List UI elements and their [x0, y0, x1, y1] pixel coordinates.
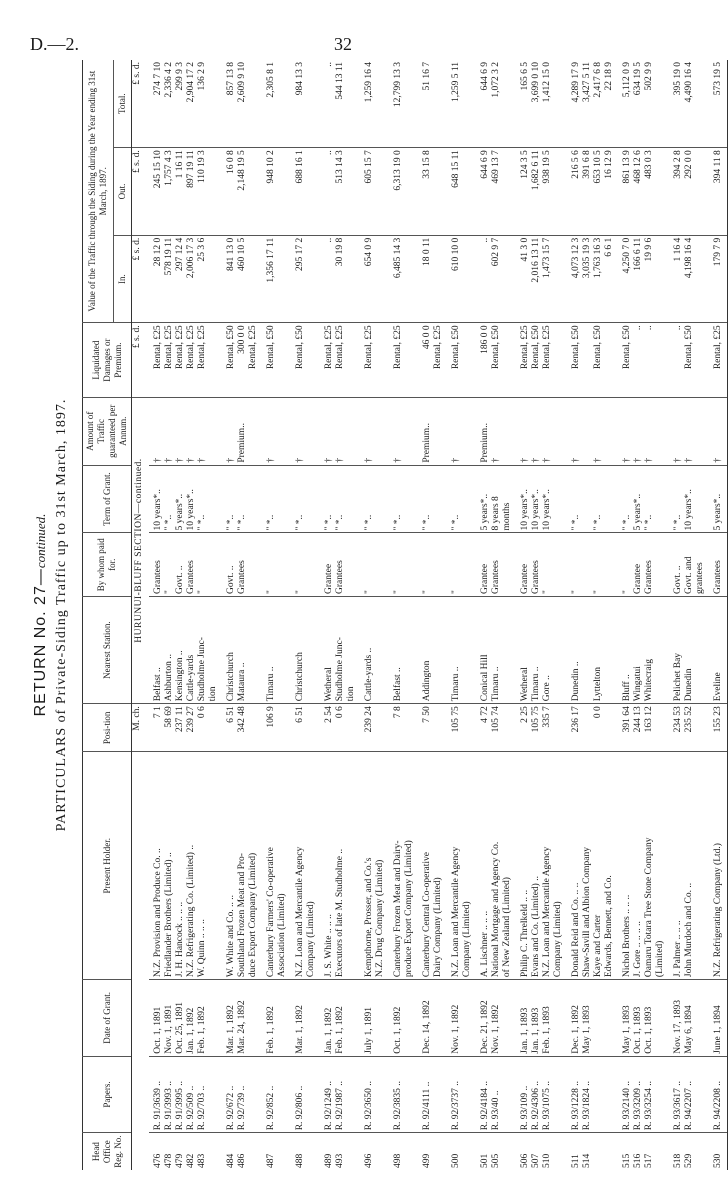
cell-damages: Rental, £50: [291, 323, 320, 397]
cell-present-holder: Donald Reid and Co. .. .. Shaw-Savill and Albion Company Kaye and Carter Edwards, Bennett, and Co.: [567, 752, 618, 980]
cell-position: 105 75: [447, 704, 476, 752]
cell-nearest-station: Wetheral Studholme Junc- tion: [320, 596, 360, 703]
cell-traffic-total: 573 19 5: [709, 60, 728, 148]
cell-papers: R. 92/3737 ..: [447, 1056, 476, 1133]
col-paid-by: By whom paid for.: [83, 533, 132, 596]
cell-papers: R. 92/806 ..: [291, 1056, 320, 1133]
cell-damages: Rental, £25 Rental, £25 Rental, £25 Rental, £25 Rental, £25: [149, 323, 222, 397]
cell-traffic-out: 394 11 8: [709, 148, 728, 236]
table-row: [516, 60, 567, 1170]
cell-present-holder: A. Lischner .. .. .. National Mortgage and Agency Co. of New Zealand (Limited): [476, 752, 516, 980]
cell-traffic-total: 1,259 5 11: [451, 62, 461, 103]
cell-traffic-total: 274 7 10 2,336 4 2 299 9 3 2,904 17 2 136 2 9: [153, 62, 207, 103]
col-holder: Present Holder.: [83, 752, 132, 980]
cell-traffic-in: 41 3 0 2,016 13 11 1,473 15 7: [516, 235, 567, 323]
cell-traffic-in: 4,250 7 0 166 6 11 19 9 6: [618, 235, 669, 323]
cell-traffic-out: 16 0 8 2,148 19 5: [222, 148, 262, 236]
cell-position: 2 25 105 75 335 7: [516, 704, 567, 752]
cell-traffic-out: 648 15 11: [447, 148, 476, 236]
cell-grant-date: Nov. 1, 1892: [447, 980, 476, 1057]
cell-position: 236 17 0 0: [567, 704, 618, 752]
unit-in: £ s. d.: [132, 235, 150, 323]
cell-paid-by: ": [447, 533, 476, 596]
col-traffic-guaranteed: Amount of Traffic guaranteed per Annum.: [83, 397, 132, 465]
cell-traffic-out: 6,313 19 0: [389, 148, 418, 236]
cell-paid-by: Govt. .. Grantees: [222, 533, 262, 596]
unit-total: £ s. d.: [132, 62, 142, 85]
table-row: [291, 60, 320, 1170]
cell-present-holder: J. S. White .. .. .. Executors of late M. Studholme ..: [320, 752, 360, 980]
cell-damages: 46 0 0 Rental, £25: [418, 323, 447, 397]
cell-traffic-total: 1,259 16 4: [364, 62, 374, 103]
cell-reg-no: 476 478 479 482 483: [149, 1133, 222, 1170]
cell-present-holder: Kempthorne, Prosser, and Co.'s N.Z. Drug Company (Limited): [360, 752, 389, 980]
cell-damages: Rental, £50: [262, 323, 291, 397]
cell-damages: Rental, £25: [709, 323, 728, 397]
cell-damages: Rental, £50 .. ..: [618, 323, 669, 397]
page-number: 32: [334, 34, 352, 54]
particulars-title: PARTICULARS of Private-Siding Traffic up to 31st March, 1897.: [54, 398, 69, 832]
table-row: [669, 60, 709, 1170]
cell-papers: R. 93/2140 .. R. 93/3209 .. R. 93/3254 ..: [618, 1056, 669, 1133]
cell-present-holder: N.Z. Loan and Mercantile Agency Company (Limited): [447, 752, 476, 980]
cell-traffic-guaranteed: †: [360, 397, 389, 465]
cell-traffic-guaranteed: †: [709, 397, 728, 465]
cell-traffic-in: 1,356 17 11: [262, 235, 291, 323]
cell-traffic-guaranteed: † † † † †: [149, 397, 222, 465]
cell-traffic-in: 654 0 9: [360, 235, 389, 323]
cell-papers: R. 93/1228 .. R. 93/1824 ..: [567, 1056, 618, 1133]
cell-traffic-total: 395 19 0 4,490 16 4: [673, 62, 694, 103]
unit-out: £ s. d.: [132, 148, 150, 236]
cell-traffic-out: 861 13 9 468 12 6 483 0 3: [618, 148, 669, 236]
col-papers: Papers.: [83, 1056, 132, 1133]
cell-grant-date: Dec. 21, 1892 Nov. 1, 1892: [476, 980, 516, 1057]
cell-paid-by: Govt. .. Govt. and grantees: [669, 533, 709, 596]
cell-papers: R. 92/3835 ..: [389, 1056, 418, 1133]
cell-reg-no: 518 529: [669, 1133, 709, 1170]
cell-papers: R. 93/3617 .. R. 94/2207 ..: [669, 1056, 709, 1133]
table-row: [618, 60, 669, 1170]
cell-paid-by: " Grantee Grantees: [618, 533, 669, 596]
cell-grant-date: Mar. 1, 1892 Mar. 24, 1892: [222, 980, 262, 1057]
cell-present-holder: N.Z. Refrigerating Company (Ltd.): [709, 752, 728, 980]
cell-traffic-in: 610 10 0: [447, 235, 476, 323]
cell-damages: Rental, £50 300 0 0 Rental, £25: [222, 323, 262, 397]
cell-position: 4 72 105 74: [476, 704, 516, 752]
cell-term: " *.. " *..: [567, 465, 618, 533]
cell-traffic-out: 605 15 7: [360, 148, 389, 236]
unit-position: M. ch.: [132, 704, 150, 752]
cell-nearest-station: Timaru ..: [262, 596, 291, 703]
cell-term: " *.. " *..: [222, 465, 262, 533]
cell-reg-no: 484 486: [222, 1133, 262, 1170]
cell-position: 2 54 0 6: [320, 704, 360, 752]
cell-term: " *..: [262, 465, 291, 533]
cell-position: 239 24: [360, 704, 389, 752]
cell-present-holder: Canterbury Farmers' Co-operative Association (Limited): [262, 752, 291, 980]
cell-traffic-guaranteed: † † †: [618, 397, 669, 465]
cell-papers: R. 94/2208 ..: [709, 1056, 728, 1133]
table-row: [476, 60, 516, 1170]
cell-present-holder: N.Z. Loan and Mercantile Agency Company (Limited): [291, 752, 320, 980]
cell-reg-no: 500: [447, 1133, 476, 1170]
cell-traffic-guaranteed: †: [291, 397, 320, 465]
cell-traffic-in: 18 0 11: [418, 235, 447, 323]
cell-traffic-in: 179 7 9: [709, 235, 728, 323]
cell-grant-date: May 1, 1893 Oct. 1, 1893 Oct. 1, 1893: [618, 980, 669, 1057]
cell-paid-by: Grantees: [709, 533, 728, 596]
cell-damages: .. Rental, £50: [669, 323, 709, 397]
cell-term: " *.. " *..: [320, 465, 360, 533]
cell-damages: 186 0 0 Rental, £50: [476, 323, 516, 397]
cell-paid-by: ": [418, 533, 447, 596]
cell-reg-no: 530: [709, 1133, 728, 1170]
cell-traffic-out: .. 513 14 3: [320, 148, 360, 236]
cell-nearest-station: Christchurch: [291, 596, 320, 703]
cell-grant-date: Feb. 1, 1892: [262, 980, 291, 1057]
cell-traffic-out: 124 3 5 1,682 6 11 938 19 5: [516, 148, 567, 236]
cell-reg-no: 487: [262, 1133, 291, 1170]
table-row: [389, 60, 418, 1170]
col-damages: Liquidated Damages or Premium.: [83, 323, 132, 397]
cell-reg-no: 499: [418, 1133, 447, 1170]
col-out: Out.: [113, 148, 131, 236]
cell-nearest-station: Christchurch Mataura ..: [222, 596, 262, 703]
table-row: [149, 60, 222, 1170]
cell-traffic-guaranteed: † Premium..: [222, 397, 262, 465]
cell-present-holder: N.Z. Provision and Produce Co. .. Friedlander Brothers (Limited) .. J. H. Hancock .. .. .. N.Z. Refrigerating Co. (Limited) .. W. Quinn .. .. ..: [149, 752, 222, 980]
cell-traffic-guaranteed: †: [389, 397, 418, 465]
cell-position: 7 8: [389, 704, 418, 752]
cell-traffic-guaranteed: Premium..: [418, 397, 447, 465]
cell-paid-by: ": [262, 533, 291, 596]
cell-papers: R. 92/1249 .. R. 92/1987 ..: [320, 1056, 360, 1133]
cell-paid-by: " ": [567, 533, 618, 596]
cell-nearest-station: Dunedin .. Lyttelton: [567, 596, 618, 703]
cell-present-holder: Nichol Brothers .. .. .. J. Gore .. .. .. .. Oamaru Totara Tree Stone Company (Limited): [618, 752, 669, 980]
cell-damages: Rental, £25: [360, 323, 389, 397]
cell-papers: R. 92/852 ..: [262, 1056, 291, 1133]
cell-grant-date: Jan. 1, 1893 Jan. 1, 1893 Feb. 1, 1893: [516, 980, 567, 1057]
cell-paid-by: ": [389, 533, 418, 596]
section-heading: HURUNUI-BLUFF SECTION—continued.: [132, 397, 150, 703]
cell-position: 7 50: [418, 704, 447, 752]
cell-traffic-guaranteed: † †: [320, 397, 360, 465]
cell-present-holder: Philip C. Threlkeld .. .. Evans and Co. (Limited) .. N.Z. Loan and Mercantile Agency Company (Limited): [516, 752, 567, 980]
cell-traffic-total: 857 13 8 2,609 9 10: [226, 62, 247, 103]
page-reference: D.—2.: [30, 34, 79, 54]
cell-present-holder: Canterbury Frozen Meat and Dairy- produce Export Company (Limited): [389, 752, 418, 980]
cell-nearest-station: Timaru ..: [447, 596, 476, 703]
cell-present-holder: Canterbury Central Co-operative Dairy Company (Limited): [418, 752, 447, 980]
cell-grant-date: Oct. 1, 1891 Nov. 1, 1891 Oct. 25, 1891 Jan. 1, 1892 Feb. 1, 1892: [149, 980, 222, 1057]
cell-damages: Rental, £25 Rental, £25: [320, 323, 360, 397]
cell-position: 7 1 58 69 237 11 239 27 0 6: [149, 704, 222, 752]
cell-reg-no: 488: [291, 1133, 320, 1170]
cell-traffic-in: 1 16 4 4,198 16 4: [669, 235, 709, 323]
col-date: Date of Grant.: [83, 980, 132, 1057]
cell-term: 10 years*.. 10 years*.. 10 years*..: [516, 465, 567, 533]
cell-damages: Rental, £50: [447, 323, 476, 397]
cell-traffic-guaranteed: † †: [669, 397, 709, 465]
cell-papers: R. 93/109 .. R. 92/4306 .. R. 93/1075 ..: [516, 1056, 567, 1133]
cell-traffic-out: 688 16 1: [291, 148, 320, 236]
cell-traffic-out: 948 10 2: [262, 148, 291, 236]
cell-traffic-total: 51 16 7: [422, 62, 432, 91]
cell-traffic-out: 644 6 9 469 13 7: [476, 148, 516, 236]
col-term: Term of Grant.: [83, 465, 132, 533]
cell-traffic-in: .. 602 9 7: [476, 235, 516, 323]
cell-traffic-guaranteed: Premium.. †: [476, 397, 516, 465]
cell-grant-date: Mar. 1, 1892: [291, 980, 320, 1057]
cell-traffic-in: .. 30 19 8: [320, 235, 360, 323]
cell-nearest-station: Conical Hill Timaru ..: [476, 596, 516, 703]
cell-papers: R. 92/4111 ..: [418, 1056, 447, 1133]
private-siding-table: [82, 60, 728, 1170]
cell-term: 10 years*.. " *.. 5 years*.. 10 years*.. " *..: [149, 465, 222, 533]
cell-traffic-out: 394 2 8 292 0 0: [669, 148, 709, 236]
cell-nearest-station: Pelichet Bay Dunedin: [669, 596, 709, 703]
cell-traffic-out: 216 5 6 391 6 8 653 10 5 16 12 9: [567, 148, 618, 236]
col-position: Posi-tion: [83, 704, 132, 752]
cell-grant-date: Jan. 1, 1892 Feb. 1, 1892: [320, 980, 360, 1057]
cell-reg-no: 515 516 517: [618, 1133, 669, 1170]
cell-traffic-total: 984 13 3: [295, 62, 305, 96]
cell-traffic-total: .. 544 13 11: [324, 62, 345, 100]
table-row: [567, 60, 618, 1170]
cell-term: 5 years*.. 8 years 8 months: [476, 465, 516, 533]
cell-paid-by: ": [360, 533, 389, 596]
cell-paid-by: Grantee Grantees ": [516, 533, 567, 596]
col-head-office: Head Office Reg. No.: [83, 1133, 132, 1170]
cell-nearest-station: Addington: [418, 596, 447, 703]
table-row: [222, 60, 262, 1170]
cell-reg-no: 496: [360, 1133, 389, 1170]
cell-traffic-total: 4,289 17 9 3,427 5 11 2,417 6 8 22 18 9: [571, 62, 614, 103]
cell-term: " *..: [360, 465, 389, 533]
cell-traffic-total: 644 6 9 1,072 3 2: [480, 62, 501, 98]
cell-traffic-out: 245 15 10 1,757 4 3 1 16 11 897 19 11 110 19 3: [149, 148, 222, 236]
cell-nearest-station: Cattle-yards ..: [360, 596, 389, 703]
cell-nearest-station: Eveline: [709, 596, 728, 703]
cell-reg-no: 506 507 510: [516, 1133, 567, 1170]
cell-papers: R. 92/672 .. R. 92/739 ..: [222, 1056, 262, 1133]
cell-position: 106 9: [262, 704, 291, 752]
cell-traffic-in: 28 12 0 578 19 11 297 12 4 2,006 17 3 25 3 6: [149, 235, 222, 323]
table-row: [320, 60, 360, 1170]
table-row: [709, 60, 728, 1170]
cell-traffic-in: 6,485 14 3: [389, 235, 418, 323]
cell-present-holder: W. White and Co. .. .. Southland Frozen Meat and Pro- duce Export Company (Limited): [222, 752, 262, 980]
cell-paid-by: Grantee Grantees: [320, 533, 360, 596]
cell-reg-no: 511 514: [567, 1133, 618, 1170]
cell-reg-no: 498: [389, 1133, 418, 1170]
col-total: Total.: [113, 60, 131, 148]
cell-traffic-guaranteed: † † †: [516, 397, 567, 465]
cell-traffic-out: 33 15 8: [418, 148, 447, 236]
cell-term: " *.. 10 years*..: [669, 465, 709, 533]
cell-nearest-station: Belfast ..: [389, 596, 418, 703]
cell-nearest-station: Wetheral Timaru .. Gore ..: [516, 596, 567, 703]
cell-damages: Rental, £25: [389, 323, 418, 397]
return-title: [32, 60, 50, 1170]
cell-papers: R. 92/4184 .. R. 93/40 ..: [476, 1056, 516, 1133]
col-traffic-value: Value of the Traffic through the Siding during the Year ending 31st March, 1897.: [83, 60, 114, 323]
cell-nearest-station: Bluff .. Wingatui Whitecraig: [618, 596, 669, 703]
cell-position: 234 53 235 52: [669, 704, 709, 752]
cell-traffic-in: 295 17 2: [291, 235, 320, 323]
cell-traffic-guaranteed: †: [262, 397, 291, 465]
cell-damages: Rental, £25 Rental, £50 Rental, £25: [516, 323, 567, 397]
cell-traffic-guaranteed: †: [447, 397, 476, 465]
unit-damages: £ s. d.: [132, 323, 150, 397]
table-row: [447, 60, 476, 1170]
cell-traffic-in: 841 13 0 460 10 5: [222, 235, 262, 323]
cell-traffic-total: 165 6 5 3,699 0 10 1,412 15 0: [520, 62, 552, 103]
cell-grant-date: Dec. 14, 1892: [418, 980, 447, 1057]
cell-grant-date: Dec. 1, 1892 May 1, 1893: [567, 980, 618, 1057]
cell-term: " *..: [447, 465, 476, 533]
cell-traffic-total: 2,305 8 1: [266, 62, 276, 98]
return-continued: continued.: [33, 513, 48, 569]
cell-traffic-guaranteed: † †: [567, 397, 618, 465]
cell-traffic-total: 5,112 0 9 634 19 5 502 9 9: [622, 62, 654, 98]
cell-reg-no: 489 493: [320, 1133, 360, 1170]
cell-papers: R. 91/3639 .. R. 91/3993 .. R. 91/3995 .. R. 92/509 .. R. 92/703 ..: [149, 1056, 222, 1133]
cell-grant-date: Oct. 1, 1892: [389, 980, 418, 1057]
cell-traffic-in: 4,073 12 3 3,035 19 3 1,763 16 3 6 6 1: [567, 235, 618, 323]
cell-term: " *..: [389, 465, 418, 533]
cell-position: 6 51: [291, 704, 320, 752]
cell-position: 155 23: [709, 704, 728, 752]
cell-term: 5 years*..: [709, 465, 728, 533]
cell-grant-date: June 1, 1894: [709, 980, 728, 1057]
cell-paid-by: ": [291, 533, 320, 596]
cell-damages: Rental, £50 Rental, £50: [567, 323, 618, 397]
cell-reg-no: 501 505: [476, 1133, 516, 1170]
col-station: Nearest Station.: [83, 596, 132, 703]
col-in: In.: [113, 235, 131, 323]
table-row: [418, 60, 447, 1170]
cell-nearest-station: Belfast .. Ashburton .. Kensington .. Cattle-yards Studholme Junc- tion: [149, 596, 222, 703]
return-number: RETURN No. 27—: [32, 568, 49, 717]
cell-grant-date: Nov. 17, 1893 May 6, 1894: [669, 980, 709, 1057]
cell-grant-date: July 1, 1891: [360, 980, 389, 1057]
cell-position: 6 51 342 48: [222, 704, 262, 752]
cell-papers: R. 92/3650 ..: [360, 1056, 389, 1133]
table-row: [360, 60, 389, 1170]
cell-term: " *..: [418, 465, 447, 533]
cell-paid-by: Grantees " Govt. .. Grantees ": [149, 533, 222, 596]
cell-term: " *..: [291, 465, 320, 533]
cell-present-holder: J. Palmer .. .. .. John Murdoch and Co. ..: [669, 752, 709, 980]
cell-position: 391 64 244 13 163 12: [618, 704, 669, 752]
cell-paid-by: Grantee Grantees: [476, 533, 516, 596]
rotated-table-page: [32, 60, 723, 1170]
table-row: [262, 60, 291, 1170]
cell-term: " *.. 5 years*.. " *..: [618, 465, 669, 533]
cell-traffic-total: 12,799 13 3: [393, 62, 403, 108]
